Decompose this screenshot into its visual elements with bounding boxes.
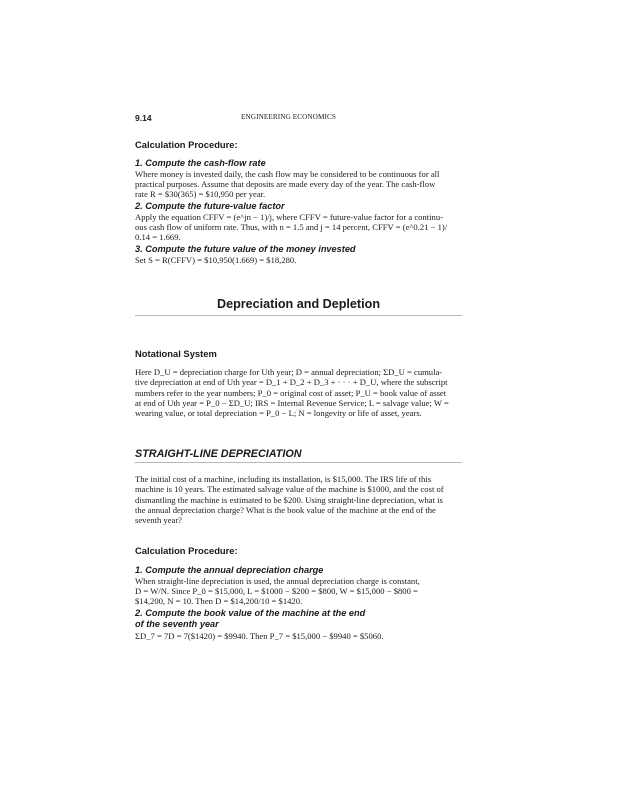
problem-statement [135, 474, 462, 525]
step-3-block [135, 244, 462, 265]
calc-heading: Calculation Procedure: [135, 139, 238, 150]
sl-step-2-block [135, 608, 462, 641]
sl-step-2-body [135, 631, 462, 641]
step-2-block [135, 201, 462, 242]
section-title: Depreciation and Depletion [216, 297, 381, 311]
text-line: machine is 10 years. The estimated salvage value of the machine is $1000, and the cost of [135, 484, 444, 495]
sl-step-1-block [135, 565, 462, 606]
text-line: When straight-line depreciation is used, the annual depreciation charge is constant, [135, 575, 420, 586]
notation-block [135, 348, 462, 359]
straight-line-heading-block [135, 448, 462, 460]
text-line: D = W/N. Since P_0 = $15,000, L = $1000 − $200 = $800, W = $15,000 − $800 = [135, 585, 418, 596]
straight-line-heading: STRAIGHT-LINE DEPRECIATION [135, 448, 302, 460]
step-3-body [135, 255, 462, 265]
step-1-body [135, 169, 462, 200]
subsection-rule [135, 462, 462, 463]
text-line: tive depreciation at end of Uth year = D_1 + D_2 + D_3 + · · · + D_U, where the subscript [135, 377, 448, 388]
step-1-block [135, 158, 462, 199]
section-rule [135, 315, 462, 316]
text-line: ΣD_7 = 7D = 7($1420) = $9940. Then P_7 = $15,000 − $9940 = $5060. [135, 631, 384, 641]
step-1-title: 1. Compute the cash-flow rate [135, 158, 266, 168]
text-line: Set S = R(CFFV) = $10,950(1.669) = $18,280. [135, 254, 297, 265]
text-line: the annual depreciation charge? What is the book value of the machine at the end of the [135, 504, 436, 515]
calc-procedure-block [135, 139, 462, 150]
notation-heading: Notational System [135, 348, 217, 359]
text-line: ous cash flow of uniform rate. Thus, with n = 1.5 and j = 14 percent, CFFV = (e^0.21 − 1)/ [135, 221, 448, 232]
step-2-body [135, 212, 462, 243]
text-line: Here D_U = depreciation charge for Uth year; D = annual depreciation; ΣD_U = cumula- [135, 367, 443, 377]
text-line: The initial cost of a machine, including its installation, is $15,000. The IRS life of this [135, 474, 432, 484]
page-number: 9.14 [135, 113, 152, 123]
sl-step-1-body [135, 576, 462, 607]
text-line: $14,200, N = 10. Then D = $14,200/10 = $1420. [135, 596, 303, 607]
calc-heading-2: Calculation Procedure: [135, 545, 238, 556]
text-line: Apply the equation CFFV = (e^jn − 1)/j, where CFFV = future-value factor for a continu- [135, 211, 443, 222]
text-line: wearing value, or total depreciation = P_0 − L; N = longevity or life of asset, years. [135, 408, 422, 419]
text-line: at end of Uth year = P_0 − ΣD_U; IRS = Internal Revenue Service; L = salvage value; W = [135, 397, 449, 408]
book-title: ENGINEERING ECONOMICS [241, 113, 336, 121]
sl-step-1-title: 1. Compute the annual depreciation charge [135, 565, 324, 575]
text-line: dismantling the machine is estimated to be $200. Using straight-line depreciation, what is [135, 494, 443, 505]
text-line: rate R = $30(365) = $10,950 per year. [135, 189, 266, 200]
text-line: 0.14 = 1.669. [135, 232, 181, 243]
sl-step-2-title-line-1: 2. Compute the book value of the machine at the end [135, 608, 366, 618]
text-line: seventh year? [135, 515, 183, 526]
notation-body [135, 367, 462, 418]
sl-step-2-title-line-2: of the seventh year [135, 618, 219, 629]
text-line: practical purposes. Assume that deposits are made every day of the year. The cash-flow [135, 178, 436, 189]
step-3-title: 3. Compute the future value of the money invested [135, 244, 356, 254]
step-2-title: 2. Compute the future-value factor [135, 201, 285, 211]
calc-procedure-block-2 [135, 545, 462, 556]
text-line: Where money is invested daily, the cash flow may be considered to be continuous for all [135, 168, 440, 179]
text-line: numbers refer to the year numbers; P_0 = original cost of asset; P_U = book value of asset [135, 387, 447, 398]
running-head [135, 113, 462, 125]
